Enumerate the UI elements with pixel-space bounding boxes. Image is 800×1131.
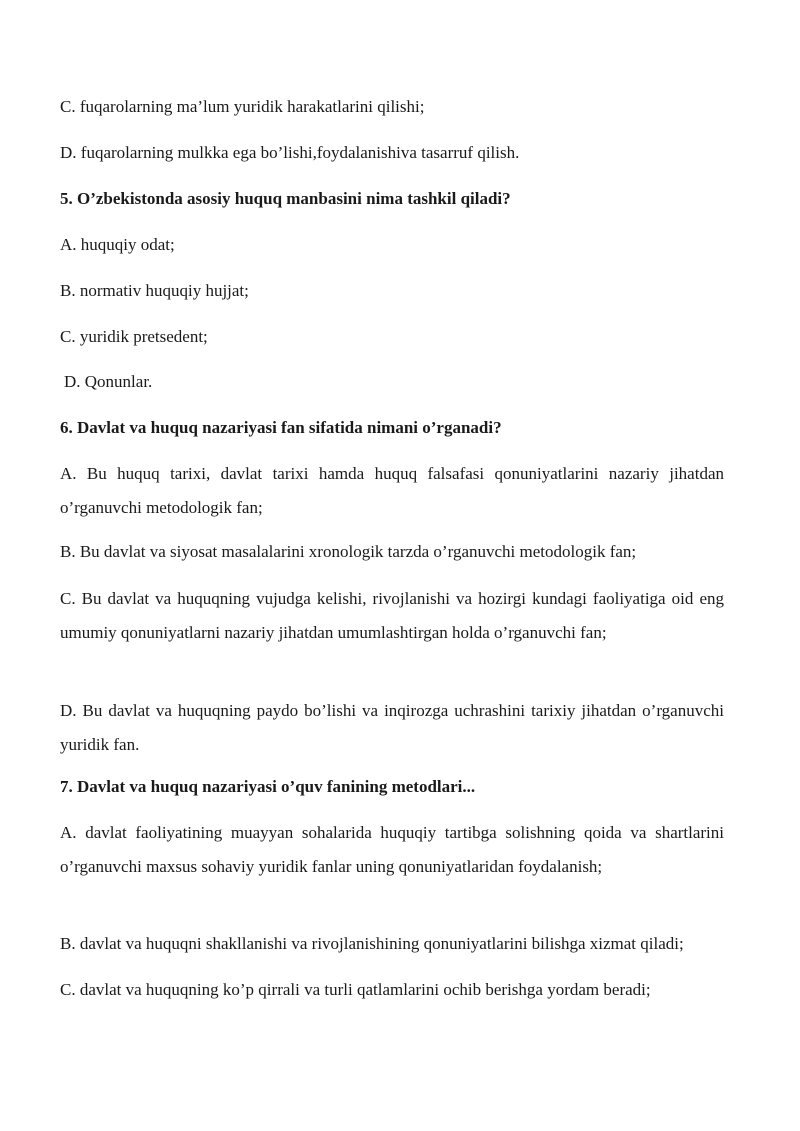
- question-5-option-a: A. huquqiy odat;: [60, 235, 175, 254]
- answer-option-d: D. fuqarolarning mulkka ega bo’lishi,foydalanishiva tasarruf qilish.: [60, 143, 520, 162]
- question-6-heading: 6. Davlat va huquq nazariyasi fan sifatida nimani o’rganadi?: [60, 418, 502, 437]
- question-7-option-b: B. davlat va huquqni shakllanishi va rivojlanishining qonuniyatlarini bilishga xizmat qiladi;: [60, 934, 684, 953]
- question-6-option-b: B. Bu davlat va siyosat masalalarini xronologik tarzda o’rganuvchi metodologik fan;: [60, 542, 637, 561]
- question-7-option-c: C. davlat va huquqning ko’p qirrali va turli qatlamlarini ochib berishga yordam beradi;: [60, 980, 651, 999]
- question-5-heading: 5. O’zbekistonda asosiy huquq manbasini nima tashkil qiladi?: [60, 189, 511, 208]
- question-7-heading: 7. Davlat va huquq nazariyasi o’quv fanining metodlari...: [60, 777, 476, 796]
- question-5-option-c: C. yuridik pretsedent;: [60, 327, 208, 346]
- question-5-option-b: B. normativ huquqiy hujjat;: [60, 281, 249, 300]
- question-5-option-d: D. Qonunlar.: [64, 372, 153, 391]
- question-6-option-c: C. Bu davlat va huquqning vujudga kelishi, rivojlanishi va hozirgi kundagi faoliyatiga oid eng umumiy qonuniyatlarni nazariy jihatdan umumlashtirgan holda o’rganuvchi fan;: [60, 589, 724, 642]
- answer-option-c: C. fuqarolarning ma’lum yuridik harakatlarini qilishi;: [60, 97, 425, 116]
- question-6-option-d: D. Bu davlat va huquqning paydo bo’lishi va inqirozga uchrashini tarixiy jihatdan o’rganuvchi yuridik fan.: [60, 701, 724, 754]
- question-7-option-a: A. davlat faoliyatining muayyan sohalarida huquqiy tartibga solishning qoida va shartlarini o’rganuvchi maxsus sohaviy yuridik fanlar uning qonuniyatlaridan foydalanish;: [60, 823, 724, 876]
- question-6-option-a: A. Bu huquq tarixi, davlat tarixi hamda huquq falsafasi qonuniyatlarini nazariy jihatdan o’rganuvchi metodologik fan;: [60, 464, 724, 517]
